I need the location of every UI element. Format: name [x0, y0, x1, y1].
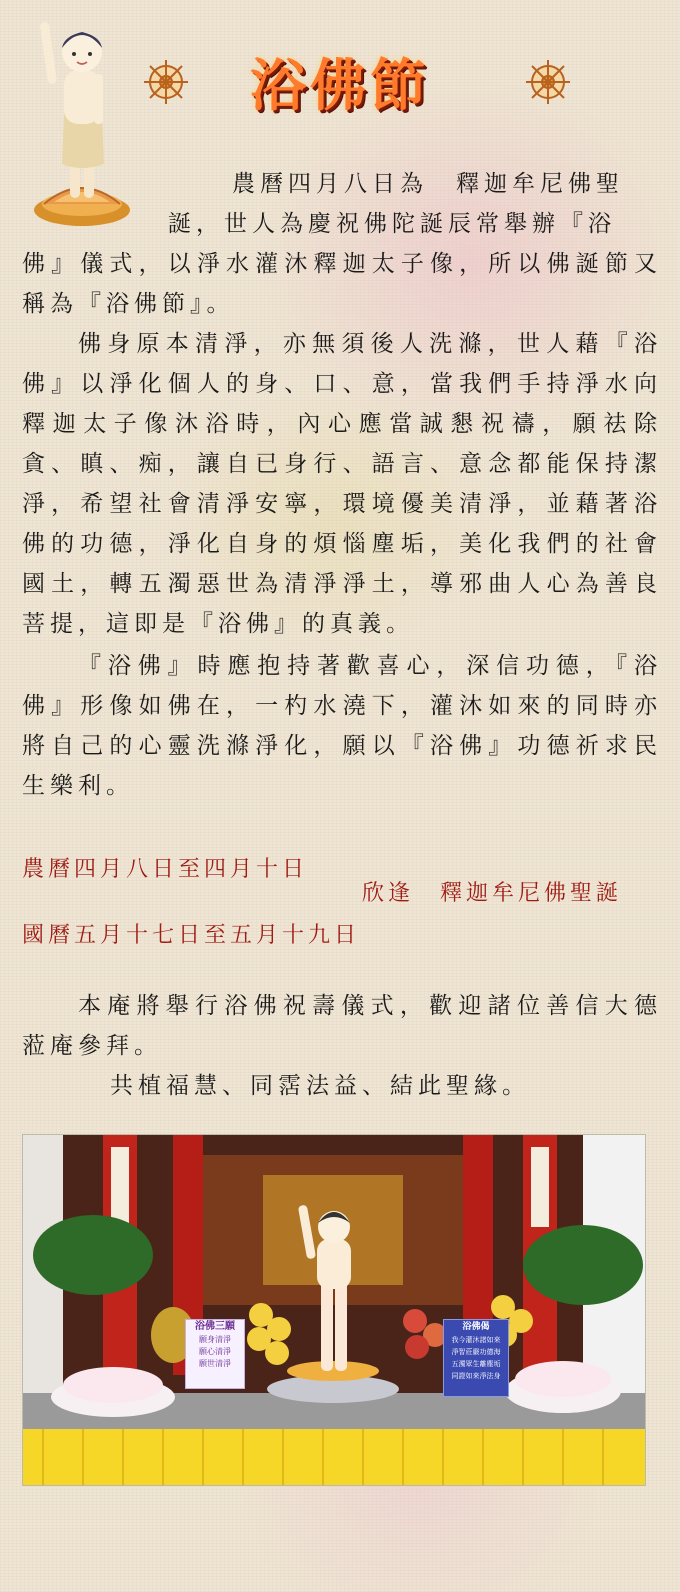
- sign-bathing-verse-line: 同證如來淨法身: [451, 1372, 501, 1380]
- sign-three-vows-line: 願世清淨: [199, 1359, 231, 1368]
- sign-bathing-verse: [443, 1319, 509, 1397]
- altar-scene: [23, 1135, 645, 1485]
- lunar-date: 農曆四月八日至四月十日: [22, 857, 309, 882]
- page-title: 浴佛節: [250, 53, 430, 119]
- closing-text: 共植福慧、同霑法益、結此聖緣。: [110, 1073, 530, 1099]
- sign-three-vows: [185, 1319, 245, 1389]
- solar-date: 國曆五月十七日至五月十九日: [22, 923, 361, 948]
- celebration-text: 欣逢 釋迦牟尼佛聖誕: [362, 881, 623, 906]
- sign-bathing-verse-title: 浴佛偈: [462, 1322, 490, 1332]
- altar-photo: [22, 1134, 646, 1486]
- intro-line-2: 誕，世人為慶祝佛陀誕辰常舉辦『浴: [168, 211, 616, 237]
- invitation-text: 本庵將舉行浴佛祝壽儀式，歡迎諸位善信大德蒞庵參拜。: [22, 993, 662, 1059]
- sign-three-vows-title: 浴佛三願: [195, 1321, 235, 1332]
- paragraph-meaning: 佛身原本清淨，亦無須後人洗滌，世人藉『浴佛』以淨化個人的身、口、意，當我們手持淨水向釋迦太子像沐浴時，內心應當誠懇祝禱，願祛除貪、瞋、痴，讓自已身行、語言、意念都能保持潔淨，希望社會清淨安寧，環境優美清淨，並藉著浴佛的功德，淨化自身的煩惱塵垢，美化我們的社會國土，轉五濁惡世為清淨淨土，導邪曲人心為善良菩提，這即是『浴佛』的真義。: [22, 331, 662, 637]
- intro-line-1: 農曆四月八日為 釋迦牟尼佛聖: [232, 171, 624, 197]
- paragraph-merit: 『浴佛』時應抱持著歡喜心，深信功德，『浴佛』形像如佛在，一杓水澆下，灌沐如來的同時亦將自己的心靈洗滌淨化，願以『浴佛』功德祈求民生樂利。: [22, 653, 662, 799]
- sign-bathing-verse-line: 五濁眾生離塵垢: [451, 1360, 501, 1368]
- sign-bathing-verse-line: 我今灌沐諸如來: [451, 1336, 501, 1344]
- sign-three-vows-line: 願心清淨: [199, 1347, 231, 1356]
- sign-three-vows-line: 願身清淨: [199, 1335, 231, 1344]
- sign-bathing-verse-line: 淨智莊嚴功德海: [451, 1348, 501, 1356]
- intro-paragraph-rest: 佛』儀式，以淨水灌沐釋迦太子像，所以佛誕節又稱為『浴佛節』。: [22, 251, 662, 317]
